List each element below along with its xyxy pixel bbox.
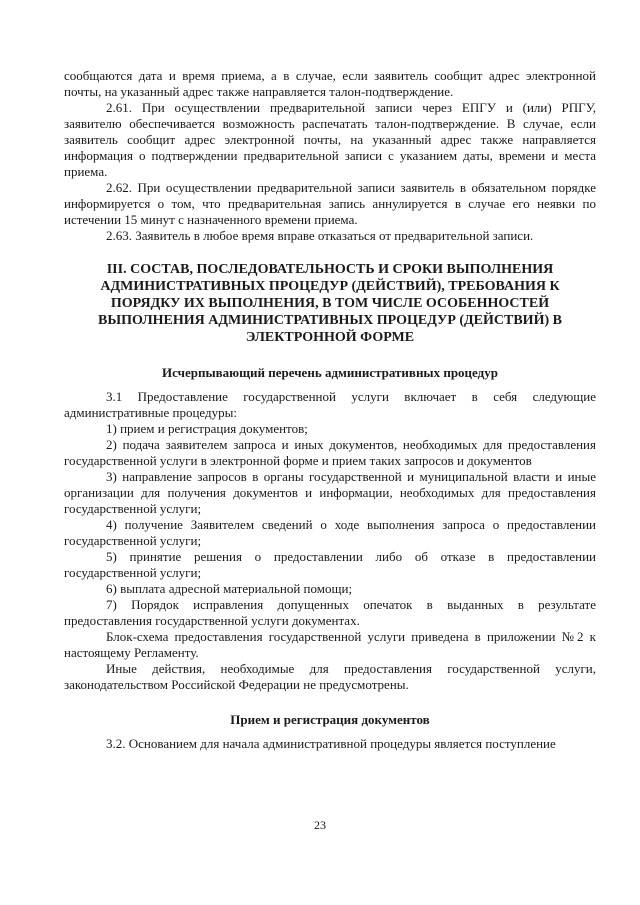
subheading-reception-registration: Прием и регистрация документов: [230, 712, 430, 727]
procedure-item-2: 2) подача заявителем запроса и иных документов, необходимых для предоставления государственной услуги в электронной форме и прием таких запросов и документов: [64, 437, 596, 468]
paragraph-3-1: 3.1 Предоставление государственной услуги включает в себя следующие административные процедуры:: [64, 389, 596, 420]
procedure-item-7: 7) Порядок исправления допущенных опечаток в выданных в результате предоставления государственной услуги документах.: [64, 597, 596, 628]
procedure-item-1: 1) прием и регистрация документов;: [106, 421, 308, 436]
subheading-procedures-list: Исчерпывающий перечень административных процедур: [162, 365, 498, 380]
page-number: 23: [314, 818, 326, 832]
procedure-item-4: 4) получение Заявителем сведений о ходе выполнения запроса о предоставлении государственной услуги;: [64, 517, 596, 548]
paragraph-2-61: 2.61. При осуществлении предварительной записи через ЕПГУ и (или) РПГУ, заявителю обеспечивается возможность распечатать талон-подтверждение. В случае, если заявитель сообщит адрес электронной почты, на указанный адрес также направляется информация о подтверждении предварительной записи с указанием даты, времени и места приема.: [64, 100, 596, 179]
procedure-item-6: 6) выплата адресной материальной помощи;: [106, 581, 353, 596]
paragraph-2-63: 2.63. Заявитель в любое время вправе отказаться от предварительной записи.: [106, 228, 534, 243]
paragraph-other-actions: Иные действия, необходимые для предоставления государственной услуги, законодательством Российской Федерации не предусмотрены.: [64, 661, 596, 692]
paragraph-3-2: 3.2. Основанием для начала административной процедуры является поступление: [106, 736, 556, 751]
paragraph-block-scheme: Блок-схема предоставления государственной услуги приведена в приложении №2 к настоящему Регламенту.: [64, 629, 596, 660]
procedure-item-5: 5) принятие решения о предоставлении либо об отказе в предоставлении государственной услуги;: [64, 549, 596, 580]
paragraph-continuation: сообщаются дата и время приема, а в случае, если заявитель сообщит адрес электронной почты, на указанный адрес также направляется талон-подтверждение.: [64, 68, 596, 99]
procedure-item-3: 3) направление запросов в органы государственной и муниципальной власти и иные организации для получения документов и информации, необходимых для предоставления государственной услуги;: [64, 469, 596, 516]
paragraph-2-62: 2.62. При осуществлении предварительной записи заявитель в обязательном порядке информируется о том, что предварительная запись аннулируется в случае его неявки по истечении 15 минут с назначенного времени приема.: [64, 180, 596, 227]
section-heading-iii: III. СОСТАВ, ПОСЛЕДОВАТЕЛЬНОСТЬ И СРОКИ ВЫПОЛНЕНИЯ АДМИНИСТРАТИВНЫХ ПРОЦЕДУР (ДЕЙСТВИЙ), ТРЕБОВАНИЯ К ПОРЯДКУ ИХ ВЫПОЛНЕНИЯ, В ТОМ ЧИСЛЕ ОСОБЕННОСТЕЙ ВЫПОЛНЕНИЯ АДМИНИСТРАТИВНЫХ ПРОЦЕДУР (ДЕЙСТВИЙ) В ЭЛЕКТРОННОЙ ФОРМЕ: [98, 262, 562, 345]
